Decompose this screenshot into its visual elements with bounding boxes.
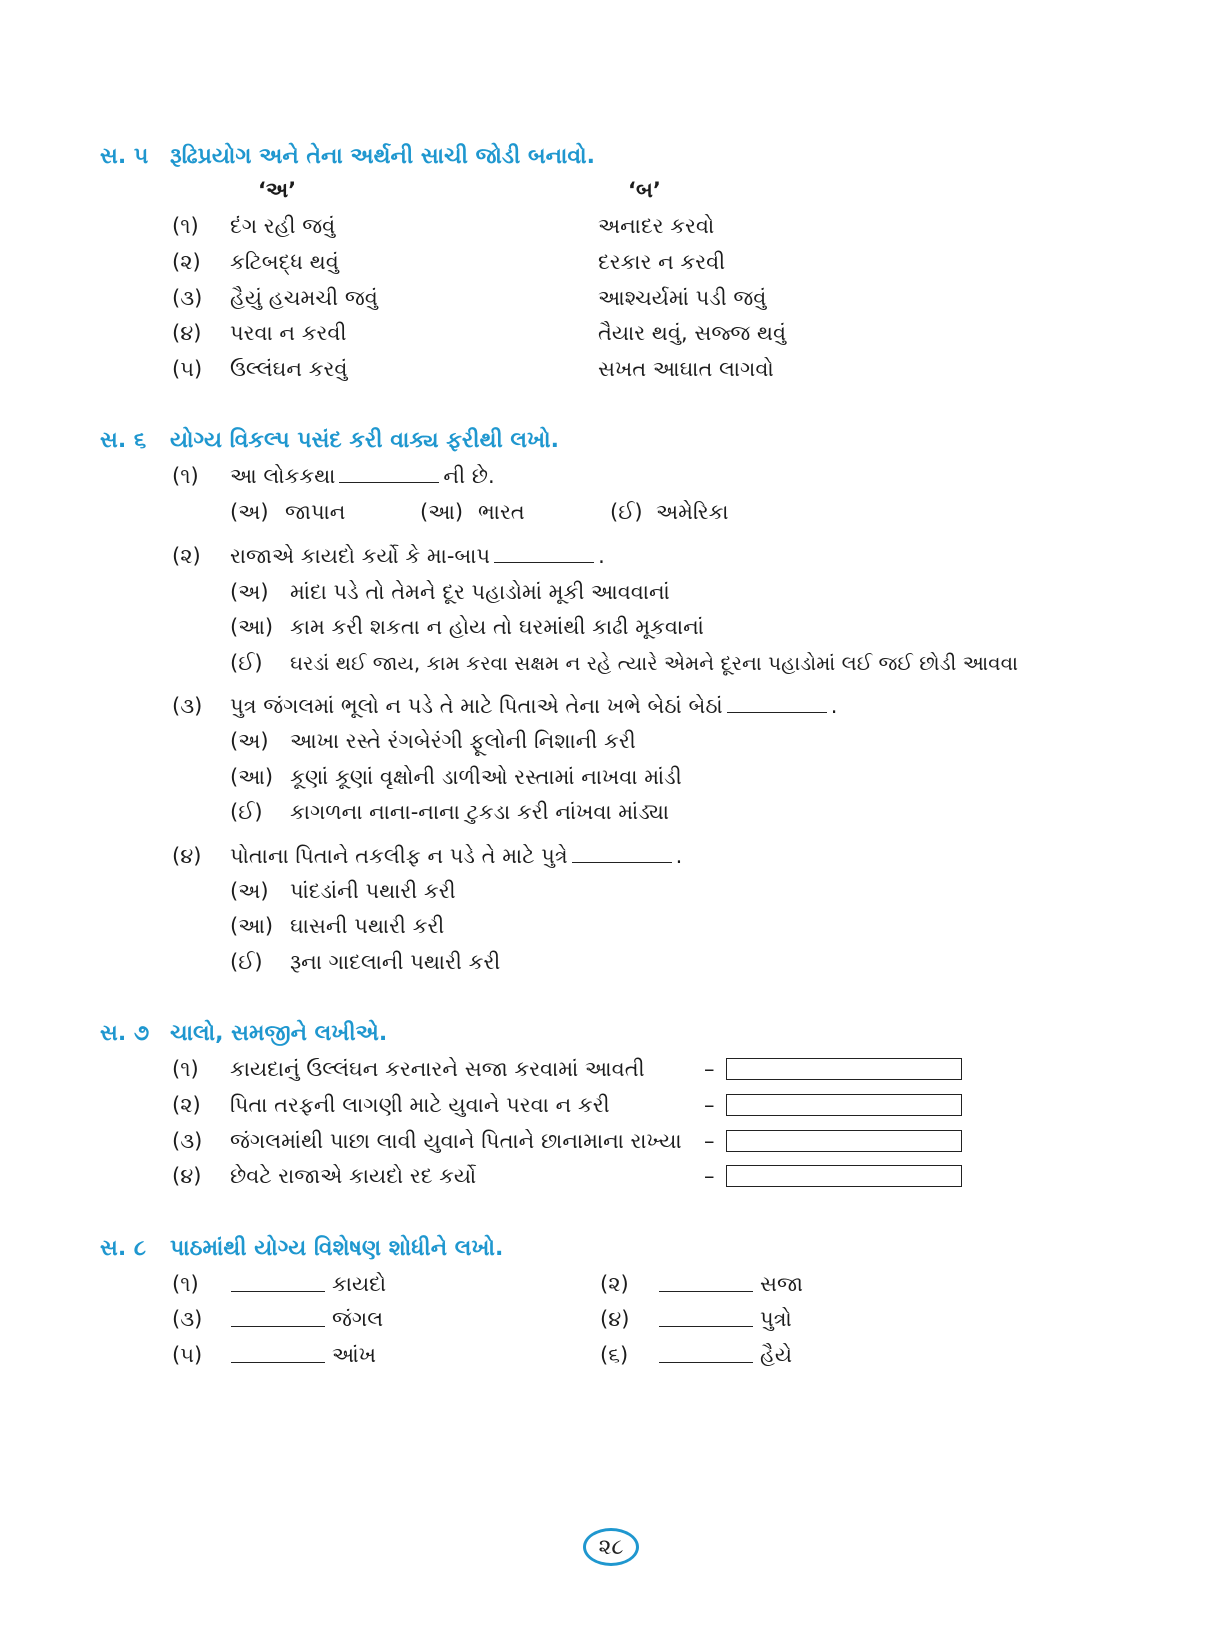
answer-blank[interactable] — [231, 1326, 325, 1327]
answer-blank[interactable] — [231, 1291, 325, 1292]
item-number: (૧) — [172, 214, 199, 238]
dash-separator: – — [704, 1057, 715, 1081]
sentence-end: . — [830, 694, 838, 718]
sentence-start: પોતાના પિતાને તકલીફ ન પડે તે માટે પુત્રે — [230, 844, 568, 868]
meaning-text: સખત આઘાત લાગવો — [598, 357, 774, 381]
option-text: કૂણાં કૂણાં વૃક્ષોની ડાળીઓ રસ્તામાં નાખવા માંડી — [290, 765, 682, 789]
option-key: (ઈ) — [610, 500, 643, 524]
question-sentence — [230, 544, 605, 569]
answer-box[interactable] — [726, 1130, 962, 1152]
sentence-start: રાજાએ કાયદો કર્યો કે મા-બાપ — [230, 544, 491, 568]
option-text: પાંદડાંની પથારી કરી — [290, 879, 456, 903]
question-sentence — [230, 464, 495, 489]
dash-separator: – — [704, 1129, 715, 1153]
item-number: (૨) — [172, 544, 201, 568]
option-key: (આ) — [230, 615, 274, 639]
item-number: (૪) — [172, 321, 202, 345]
answer-blank[interactable] — [339, 464, 439, 483]
question-number-6: સ. ૬ — [100, 428, 147, 453]
answer-blank[interactable] — [659, 1362, 753, 1363]
item-number: (૪) — [600, 1307, 630, 1331]
idiom-text: કટિબદ્ધ થવું — [230, 250, 339, 274]
question-number-5: સ. ૫ — [100, 144, 149, 169]
meaning-text: દરકાર ન કરવી — [598, 250, 726, 274]
statement-text: કાયદાનું ઉલ્લંઘન કરનારને સજા કરવામાં આવતી — [230, 1057, 645, 1081]
option-key: (ઈ) — [230, 950, 263, 974]
noun-word: પુત્રો — [760, 1307, 792, 1331]
option-text: માંદા પડે તો તેમને દૂર પહાડોમાં મૂકી આવવાનાં — [290, 580, 670, 604]
answer-box[interactable] — [726, 1094, 962, 1116]
answer-blank[interactable] — [572, 844, 672, 863]
sentence-end: . — [675, 844, 683, 868]
question-sentence — [230, 844, 682, 869]
option-key: (અ) — [230, 729, 269, 753]
answer-blank[interactable] — [659, 1326, 753, 1327]
option-key: (ઈ) — [230, 800, 263, 824]
idiom-text: હૈયું હચમચી જવું — [230, 286, 378, 310]
answer-blank[interactable] — [494, 544, 594, 563]
column-a-header: ‘અ’ — [258, 178, 297, 202]
option-text: જાપાન — [285, 500, 346, 524]
option-text: ભારત — [478, 500, 525, 524]
noun-word: જંગલ — [332, 1307, 384, 1331]
question-number-7: સ. ૭ — [100, 1021, 150, 1046]
option-key: (અ) — [230, 500, 269, 524]
item-number: (૩) — [172, 1307, 203, 1331]
meaning-text: તૈયાર થવું, સજ્જ થવું — [598, 321, 787, 345]
noun-word: કાયદો — [332, 1272, 387, 1296]
statement-text: પિતા તરફની લાગણી માટે યુવાને પરવા ન કરી — [230, 1093, 610, 1117]
option-text: આખા રસ્તે રંગબેરંગી ફૂલોની નિશાની કરી — [290, 729, 636, 753]
sentence-end: ની છે. — [443, 464, 495, 488]
option-text: રૂના ગાદલાની પથારી કરી — [290, 950, 501, 974]
option-key: (અ) — [230, 580, 269, 604]
option-text: કામ કરી શકતા ન હોય તો ઘરમાંથી કાઢી મૂકવાનાં — [290, 615, 704, 639]
item-number: (૧) — [172, 464, 199, 488]
item-number: (૩) — [172, 694, 203, 718]
question-title-6: યોગ્ય વિકલ્પ પસંદ કરી વાક્ય ફરીથી લખો. — [170, 428, 559, 453]
option-key: (આ) — [230, 765, 274, 789]
sentence-start: આ લોકકથા — [230, 464, 336, 488]
item-number: (૪) — [172, 1164, 202, 1188]
meaning-text: આશ્ચર્યમાં પડી જવું — [598, 286, 767, 310]
answer-box[interactable] — [726, 1058, 962, 1080]
idiom-text: પરવા ન કરવી — [230, 321, 347, 345]
item-number: (૪) — [172, 844, 202, 868]
option-key: (અ) — [230, 879, 269, 903]
column-b-header: ‘બ’ — [628, 178, 661, 202]
statement-text: જંગલમાંથી પાછા લાવી યુવાને પિતાને છાનામાના રાખ્યા — [230, 1129, 682, 1153]
question-title-5: રૂઢિપ્રયોગ અને તેના અર્થની સાચી જોડી બનાવો. — [170, 144, 595, 169]
idiom-text: દંગ રહી જવું — [230, 214, 336, 238]
idiom-text: ઉલ્લંઘન કરવું — [230, 357, 348, 381]
item-number: (૩) — [172, 1129, 203, 1153]
meaning-text: અનાદર કરવો — [598, 214, 715, 238]
item-number: (૫) — [172, 1343, 203, 1367]
option-text: ઘાસની પથારી કરી — [290, 914, 445, 938]
dash-separator: – — [704, 1093, 715, 1117]
answer-box[interactable] — [726, 1165, 962, 1187]
option-text: અમેરિકા — [656, 500, 729, 524]
answer-blank[interactable] — [659, 1291, 753, 1292]
item-number: (૧) — [172, 1057, 199, 1081]
option-text: ઘરડાં થઈ જાય, કામ કરવા સક્ષમ ન રહે ત્યારે એમને દૂરના પહાડોમાં લઈ જઈ છોડી આવવા — [290, 651, 1018, 675]
option-key: (આ) — [230, 914, 274, 938]
dash-separator: – — [704, 1164, 715, 1188]
item-number: (૩) — [172, 286, 203, 310]
option-key: (આ) — [420, 500, 464, 524]
sentence-end: . — [598, 544, 605, 568]
item-number: (૨) — [600, 1272, 629, 1296]
answer-blank[interactable] — [231, 1362, 325, 1363]
noun-word: આંખ — [332, 1343, 376, 1367]
option-text: કાગળના નાના-નાના ટુકડા કરી નાંખવા માંડ્યા — [290, 800, 669, 824]
item-number: (૫) — [172, 357, 203, 381]
question-title-8: પાઠમાંથી યોગ્ય વિશેષણ શોધીને લખો. — [170, 1236, 504, 1261]
question-number-8: સ. ૮ — [100, 1236, 146, 1261]
sentence-start: પુત્ર જંગલમાં ભૂલો ન પડે તે માટે પિતાએ તેના ખભે બેઠાં બેઠાં — [230, 694, 723, 718]
item-number: (૧) — [172, 1272, 199, 1296]
item-number: (૨) — [172, 250, 201, 274]
statement-text: છેવટે રાજાએ કાયદો રદ કર્યો — [230, 1164, 477, 1188]
noun-word: હૈયે — [760, 1343, 793, 1367]
page-number: ૨૮ — [583, 1528, 639, 1566]
question-sentence — [230, 694, 837, 719]
item-number: (૬) — [600, 1343, 629, 1367]
noun-word: સજા — [760, 1272, 803, 1296]
question-title-7: ચાલો, સમજીને લખીએ. — [170, 1021, 388, 1046]
option-key: (ઈ) — [230, 651, 263, 675]
item-number: (૨) — [172, 1093, 201, 1117]
answer-blank[interactable] — [727, 694, 827, 713]
